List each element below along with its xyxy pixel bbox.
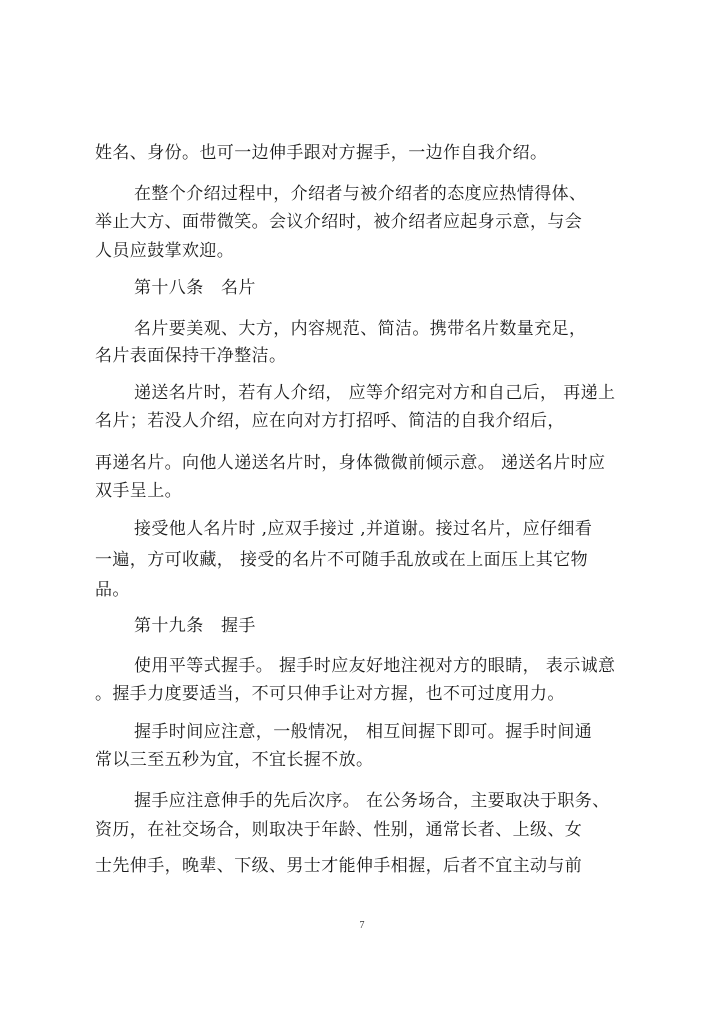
text-line: 握手应注意伸手的先后次序。 在公务场合，主要取决于职务、 [134, 791, 610, 811]
text-line: 品。 [95, 580, 130, 600]
section-heading: 第十八条 名片 [134, 278, 256, 298]
text-line: 举止大方、面带微笑。会议介绍时，被介绍者应起身示意，与会 [95, 212, 583, 232]
page-number: 7 [359, 920, 365, 931]
text-line: 名片表面保持干净整洁。 [95, 346, 287, 366]
text-line: 再递名片。向他人递送名片时，身体微微前倾示意。 递送名片时应 [95, 453, 606, 473]
text-line: 使用平等式握手。 握手时应友好地注视对方的眼睛， 表示诚意 [134, 656, 616, 676]
text-line: 一遍，方可收藏， 接受的名片不可随手乱放或在上面压上其它物 [95, 550, 589, 570]
text-line: 姓名、身份。也可一边伸手跟对方握手，一边作自我介绍。 [95, 143, 548, 163]
text-line: 。握手力度要适当，不可只伸手让对方握，也不可过度用力。 [95, 684, 565, 704]
text-line: 在整个介绍过程中，介绍者与被介绍者的态度应热情得体、 [134, 184, 587, 204]
text-line: 接受他人名片时 ,应双手接过 ,并道谢。接过名片，应仔细看 [134, 519, 593, 539]
section-heading: 第十九条 握手 [134, 616, 256, 636]
text-line: 人员应鼓掌欢迎。 [95, 241, 235, 261]
text-line: 资历，在社交场合，则取决于年龄、性别，通常长者、上级、女 [95, 820, 583, 840]
text-line: 士先伸手，晚辈、下级、男士才能伸手相握，后者不宜主动与前 [95, 856, 583, 876]
text-line: 握手时间应注意，一般情况， 相互间握下即可。握手时间通 [134, 722, 593, 742]
text-line: 递送名片时，若有人介绍， 应等介绍完对方和自己后， 再递上 [134, 383, 616, 403]
text-line: 名片；若没人介绍，应在向对方打招呼、简洁的自我介绍后， [95, 411, 565, 431]
text-line: 名片要美观、大方，内容规范、简洁。携带名片数量充足， [134, 319, 587, 339]
text-line: 常以三至五秒为宜，不宜长握不放。 [95, 750, 374, 770]
text-line: 双手呈上。 [95, 481, 182, 501]
